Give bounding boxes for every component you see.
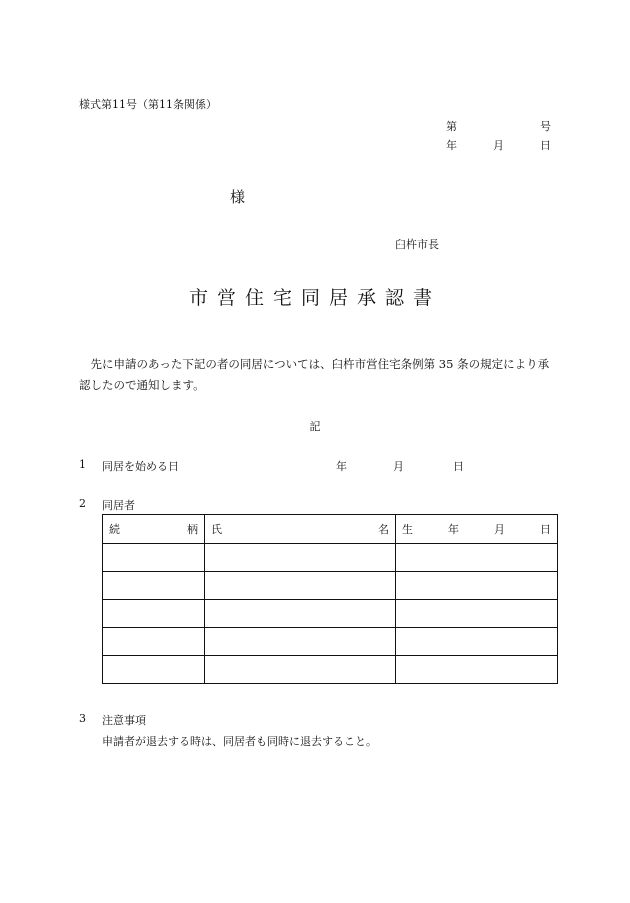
item1-year-label: 年 — [336, 460, 347, 473]
body-text-line-2: 認したので通知します。 — [79, 378, 205, 392]
cell-name — [205, 656, 396, 684]
header-relationship — [103, 515, 205, 544]
cell-name — [205, 572, 396, 600]
cell-name — [205, 544, 396, 572]
cell-relationship — [103, 628, 205, 656]
header-relationship-char-2: 柄 — [187, 523, 198, 536]
header-dob-char-1: 生 — [402, 523, 413, 536]
item1-number: 1 — [79, 458, 86, 471]
cell-relationship — [103, 572, 205, 600]
cell-date-of-birth — [396, 572, 558, 600]
cell-date-of-birth — [396, 544, 558, 572]
item3-text: 申請者が退去する時は、同居者も同時に退去すること。 — [102, 735, 377, 748]
table-row — [103, 628, 558, 656]
cohabitant-table — [102, 514, 558, 684]
document-number-suffix: 号 — [540, 120, 551, 133]
issue-date-day-label: 日 — [540, 139, 551, 152]
cell-date-of-birth — [396, 600, 558, 628]
cell-name — [205, 600, 396, 628]
header-name-char-1: 氏 — [211, 523, 222, 536]
table-row — [103, 600, 558, 628]
header-relationship-char-1: 続 — [109, 523, 120, 536]
item2-label: 同居者 — [102, 499, 135, 512]
item1-month-label: 月 — [393, 460, 404, 473]
item1-label: 同居を始める日 — [102, 460, 179, 473]
item3-number: 3 — [79, 712, 86, 725]
cell-relationship — [103, 656, 205, 684]
document-number-prefix: 第 — [446, 120, 457, 133]
table-row — [103, 656, 558, 684]
item2-number: 2 — [79, 497, 86, 510]
header-name-char-2: 名 — [378, 523, 389, 536]
cell-relationship — [103, 544, 205, 572]
table-row — [103, 544, 558, 572]
issuer-name: 臼杵市長 — [395, 238, 439, 251]
header-dob-char-4: 日 — [540, 523, 551, 536]
table-row — [103, 572, 558, 600]
table-header-row — [103, 515, 558, 544]
issue-date-month-label: 月 — [493, 139, 504, 152]
header-dob-char-2: 年 — [448, 523, 459, 536]
ki-mark: 記 — [309, 420, 321, 433]
cell-name — [205, 628, 396, 656]
issue-date-year-label: 年 — [446, 139, 457, 152]
item3-label: 注意事項 — [102, 714, 146, 727]
header-name — [205, 515, 396, 544]
item1-day-label: 日 — [453, 460, 464, 473]
header-dob-char-3: 月 — [494, 523, 505, 536]
header-date-of-birth — [396, 515, 558, 544]
document-title: 市営住宅同居承認書 — [188, 287, 441, 309]
body-text-line-1: 先に申請のあった下記の者の同居については、臼杵市営住宅条例第 35 条の規定により承 — [79, 357, 550, 371]
cell-date-of-birth — [396, 656, 558, 684]
addressee-honorific: 様 — [230, 188, 246, 206]
cell-relationship — [103, 600, 205, 628]
cell-date-of-birth — [396, 628, 558, 656]
form-number: 様式第11号（第11条関係） — [79, 98, 217, 111]
